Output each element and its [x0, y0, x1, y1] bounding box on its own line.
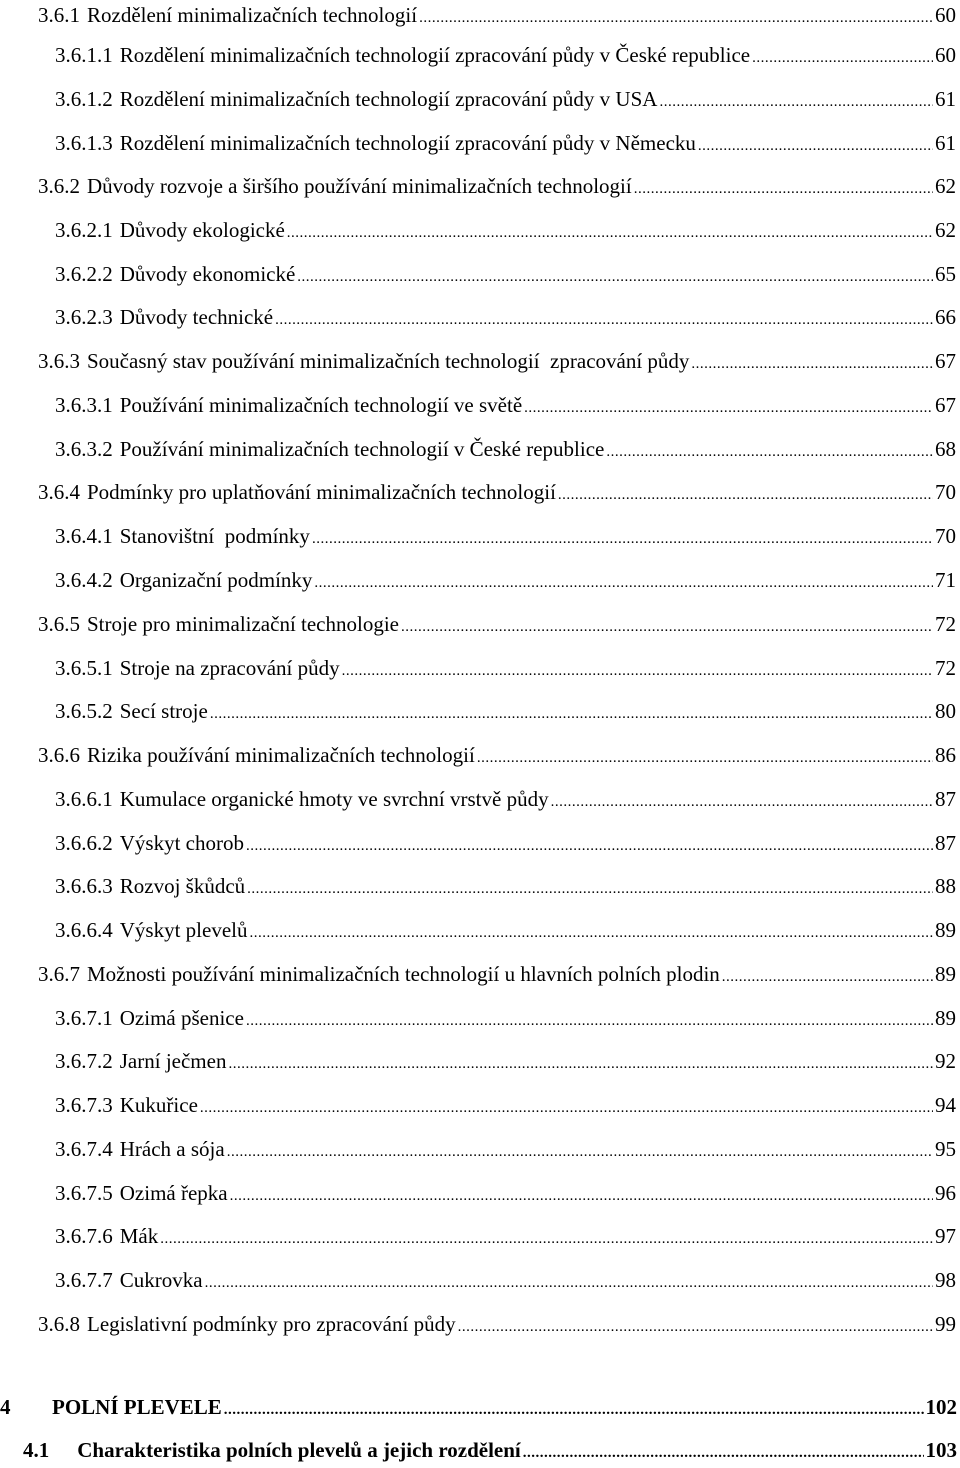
toc-entry[interactable] — [55, 302, 956, 332]
toc-entry-number: 3.6.4.1 — [55, 524, 113, 548]
toc-entry-number: 3.6.7.7 — [55, 1268, 113, 1292]
toc-entry-page: 65 — [935, 262, 956, 286]
toc-entry-title: Podmínky pro uplatňování minimalizačních technologií — [87, 480, 556, 504]
toc-entry[interactable] — [55, 215, 956, 245]
toc-entry-number: 3.6.3 — [38, 349, 80, 373]
dot-leader — [691, 349, 933, 379]
toc-entry-title: Důvody ekonomické — [119, 262, 296, 286]
toc-entry-page: 96 — [935, 1181, 956, 1205]
toc-entry[interactable] — [55, 128, 956, 158]
toc-entry-page: 89 — [935, 962, 956, 986]
toc-entry[interactable] — [55, 1046, 956, 1076]
toc-entry-number: 3.6.4.2 — [55, 568, 113, 592]
toc-entry-number: 3.6.1 — [38, 3, 80, 27]
toc-entry[interactable] — [55, 696, 956, 726]
toc-entry[interactable] — [38, 346, 956, 376]
toc-entry-title: Výskyt chorob — [119, 831, 244, 855]
dot-leader — [297, 262, 933, 292]
toc-entry-number: 3.6.4 — [38, 480, 80, 504]
toc-entry-page: 95 — [935, 1137, 956, 1161]
toc-entry-title: Současný stav používání minimalizačních technologií zpracování půdy — [87, 349, 690, 373]
dot-leader — [342, 656, 933, 686]
toc-entry-number: 3.6.3.2 — [55, 437, 113, 461]
toc-entry[interactable] — [55, 1134, 956, 1164]
dot-leader — [210, 699, 933, 729]
toc-entry-page: 94 — [935, 1093, 956, 1117]
toc-entry-number: 3.6.7.2 — [55, 1049, 113, 1073]
toc-entry-title: Ozimá řepka — [119, 1181, 228, 1205]
toc-entry-title: Hrách a sója — [119, 1137, 225, 1161]
dot-leader — [200, 1093, 933, 1123]
toc-entry-title: Organizační podmínky — [119, 568, 313, 592]
toc-entry-title: Legislativní podmínky pro zpracování půdy — [87, 1312, 456, 1336]
dot-leader — [401, 612, 933, 642]
dot-leader — [227, 1137, 933, 1167]
toc-entry-page: 98 — [935, 1268, 956, 1292]
dot-leader — [659, 87, 933, 117]
dot-leader — [634, 174, 933, 204]
toc-entry-number: 3.6.5.2 — [55, 699, 113, 723]
toc-entry[interactable] — [55, 1003, 956, 1033]
toc-entry-title: Stanovištní podmínky — [119, 524, 310, 548]
toc-entry-number: 4.1 — [23, 1438, 50, 1462]
dot-leader — [558, 480, 933, 510]
toc-entry-page: 103 — [925, 1438, 957, 1462]
toc-entry[interactable] — [38, 959, 956, 989]
toc-entry[interactable] — [55, 1178, 956, 1208]
toc-entry-page: 66 — [935, 305, 956, 329]
dot-leader — [247, 874, 933, 904]
toc-entry-title: Rozdělení minimalizačních technologií zpracování půdy v České republice — [119, 43, 751, 67]
dot-leader — [160, 1224, 933, 1254]
toc-entry-number: 3.6.7.5 — [55, 1181, 113, 1205]
toc-entry-page: 61 — [935, 87, 956, 111]
toc-entry-page: 87 — [935, 787, 956, 811]
toc-entry-page: 62 — [935, 218, 956, 242]
toc-entry-number: 3.6.6 — [38, 743, 80, 767]
toc-entry[interactable] — [55, 259, 956, 289]
toc-entry-number: 3.6.8 — [38, 1312, 80, 1336]
toc-entry-page: 71 — [935, 568, 956, 592]
toc-entry-number: 3.6.6.2 — [55, 831, 113, 855]
toc-entry-page: 87 — [935, 831, 956, 855]
dot-leader — [458, 1312, 933, 1342]
toc-entry-page: 68 — [935, 437, 956, 461]
toc-entry-page: 102 — [925, 1395, 957, 1419]
toc-entry[interactable] — [55, 1265, 956, 1295]
toc-chapter-entry[interactable] — [0, 1392, 957, 1422]
toc-entry[interactable] — [55, 1090, 956, 1120]
toc-entry-title: Možnosti používání minimalizačních technologií u hlavních polních plodin — [87, 962, 720, 986]
toc-entry-title: Používání minimalizačních technologií v České republice — [119, 437, 605, 461]
toc-entry[interactable] — [55, 653, 956, 683]
dot-leader — [246, 1006, 933, 1036]
toc-entry-number: 3.6.7.3 — [55, 1093, 113, 1117]
toc-entry-number: 3.6.5 — [38, 612, 80, 636]
toc-entry-title: Stroje pro minimalizační technologie — [87, 612, 399, 636]
dot-leader — [249, 918, 933, 948]
toc-entry-title: Stroje na zpracování půdy — [119, 656, 340, 680]
toc-entry-title: Výskyt plevelů — [119, 918, 248, 942]
toc-entry-title: Cukrovka — [119, 1268, 203, 1292]
toc-entry-title: Secí stroje — [119, 699, 208, 723]
toc-entry-number: 3.6.1.2 — [55, 87, 113, 111]
toc-entry-title: Rozdělení minimalizačních technologií zpracování půdy v Německu — [119, 131, 696, 155]
toc-entry[interactable] — [55, 390, 956, 420]
toc-entry-page: 70 — [935, 524, 956, 548]
toc-entry[interactable] — [38, 0, 956, 30]
dot-leader — [524, 393, 933, 423]
toc-entry[interactable] — [55, 871, 956, 901]
dot-leader — [698, 131, 933, 161]
toc-entry-number: 3.6.6.3 — [55, 874, 113, 898]
toc-entry-title: Mák — [119, 1224, 159, 1248]
toc-entry-page: 72 — [935, 656, 956, 680]
toc-entry[interactable] — [55, 1221, 956, 1251]
toc-entry-page: 61 — [935, 131, 956, 155]
toc-entry-title: Rizika používání minimalizačních technologií — [87, 743, 475, 767]
toc-entry-number: 4 — [0, 1395, 11, 1419]
toc-entry-page: 89 — [935, 1006, 956, 1030]
dot-leader — [205, 1268, 933, 1298]
dot-leader — [230, 1181, 933, 1211]
toc-entry-number: 3.6.7 — [38, 962, 80, 986]
toc-entry-title: Důvody ekologické — [119, 218, 285, 242]
toc-entry-title: Jarní ječmen — [119, 1049, 227, 1073]
toc-entry-number: 3.6.1.3 — [55, 131, 113, 155]
toc-entry-title: Kumulace organické hmoty ve svrchní vrstvě půdy — [119, 787, 549, 811]
toc-entry-title: Kukuřice — [119, 1093, 198, 1117]
toc-entry-title: Důvody technické — [119, 305, 274, 329]
dot-leader — [287, 218, 933, 248]
toc-entry[interactable] — [38, 740, 956, 770]
toc-entry[interactable] — [55, 521, 956, 551]
toc-entry-page: 88 — [935, 874, 956, 898]
toc-entry[interactable] — [38, 1309, 956, 1339]
dot-leader — [275, 305, 933, 335]
toc-entry[interactable] — [38, 609, 956, 639]
toc-entry[interactable] — [55, 565, 956, 595]
toc-entry-page: 97 — [935, 1224, 956, 1248]
toc-entry-title: Rozdělení minimalizačních technologií zpracování půdy v USA — [119, 87, 658, 111]
dot-leader — [752, 43, 933, 73]
toc-entry-page: 99 — [935, 1312, 956, 1336]
toc-entry-title: Ozimá pšenice — [119, 1006, 244, 1030]
dot-leader — [224, 1395, 924, 1425]
toc-entry[interactable] — [55, 828, 956, 858]
toc-entry-page: 72 — [935, 612, 956, 636]
toc-entry-page: 80 — [935, 699, 956, 723]
dot-leader — [722, 962, 933, 992]
toc-entry-number: 3.6.2.2 — [55, 262, 113, 286]
dot-leader — [477, 743, 933, 773]
dot-leader — [523, 1438, 924, 1468]
dot-leader — [314, 568, 933, 598]
toc-entry-title: Rozdělení minimalizačních technologií — [87, 3, 418, 27]
toc-entry-number: 3.6.2.3 — [55, 305, 113, 329]
toc-entry-page: 60 — [935, 43, 956, 67]
dot-leader — [246, 831, 933, 861]
toc-entry[interactable] — [55, 434, 956, 464]
toc-entry[interactable] — [55, 84, 956, 114]
toc-chapter-entry[interactable] — [23, 1435, 957, 1465]
toc-entry-page: 70 — [935, 480, 956, 504]
toc-entry-title: POLNÍ PLEVELE — [52, 1395, 222, 1419]
toc-entry-number: 3.6.7.6 — [55, 1224, 113, 1248]
toc-entry-page: 67 — [935, 393, 956, 417]
toc-entry-page: 67 — [935, 349, 956, 373]
toc-entry-page: 60 — [935, 3, 956, 27]
toc-entry-number: 3.6.6.1 — [55, 787, 113, 811]
dot-leader — [551, 787, 933, 817]
toc-entry-number: 3.6.7.4 — [55, 1137, 113, 1161]
toc-entry-page: 86 — [935, 743, 956, 767]
dot-leader — [228, 1049, 933, 1079]
toc-entry-number: 3.6.6.4 — [55, 918, 113, 942]
toc-entry-number: 3.6.7.1 — [55, 1006, 113, 1030]
dot-leader — [419, 3, 933, 33]
toc-entry-title: Charakteristika polních plevelů a jejich rozdělení — [77, 1438, 521, 1462]
toc-entry-number: 3.6.2.1 — [55, 218, 113, 242]
toc-entry[interactable] — [38, 171, 956, 201]
dot-leader — [606, 437, 933, 467]
toc-entry-title: Rozvoj škůdců — [119, 874, 246, 898]
toc-entry-title: Důvody rozvoje a širšího používání minimalizačních technologií — [87, 174, 632, 198]
toc-entry[interactable] — [55, 40, 956, 70]
toc-entry[interactable] — [38, 477, 956, 507]
toc-entry[interactable] — [55, 784, 956, 814]
dot-leader — [312, 524, 933, 554]
toc-entry-number: 3.6.2 — [38, 174, 80, 198]
toc-entry-number: 3.6.1.1 — [55, 43, 113, 67]
toc-entry-page: 92 — [935, 1049, 956, 1073]
toc-entry-page: 89 — [935, 918, 956, 942]
toc-entry-number: 3.6.5.1 — [55, 656, 113, 680]
toc-entry-number: 3.6.3.1 — [55, 393, 113, 417]
toc-entry-page: 62 — [935, 174, 956, 198]
toc-entry[interactable] — [55, 915, 956, 945]
toc-entry-title: Používání minimalizačních technologií ve světě — [119, 393, 523, 417]
